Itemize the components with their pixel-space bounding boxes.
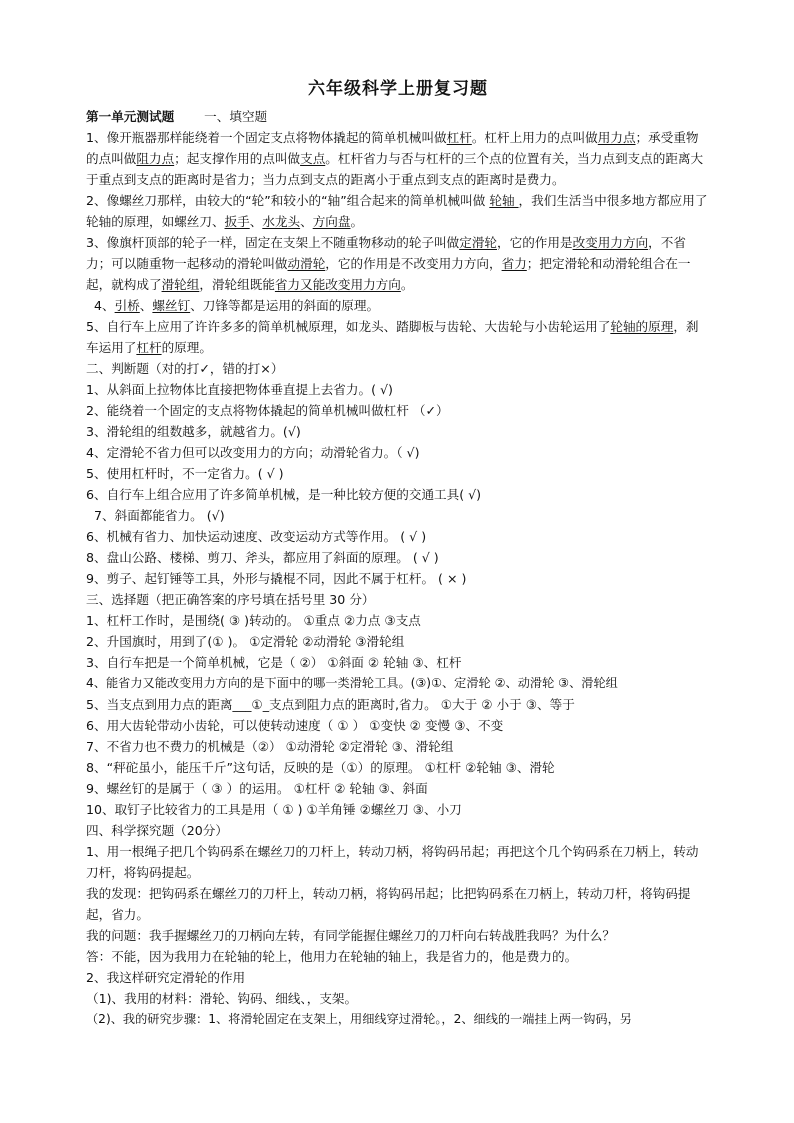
choice-item: 8、“秤砣虽小，能压千斤”这句话，反映的是（①）的原理。 ①杠杆 ②轮轴 ③、滑轮: [86, 760, 555, 775]
explore-paragraph: 答：不能，因为我用力在轮轴的轮上，他用力在轮轴的轴上，我是省力的，他是费力的。: [86, 949, 578, 964]
fill-question-2: 2、像螺丝刀那样，由较大的“轮”和较小的“轴”组合起来的简单机械叫做 轮轴 ，我们生活当中很多地方都应用了轮轴的原理，如螺丝刀、扳手、水龙头、方向盘。: [86, 193, 708, 229]
choice-item: 5、当支点到用力点的距离___①_支点到阻力点的距离时,省力。 ①大于 ② 小于 ③、等于: [86, 697, 575, 712]
explore-paragraph: （1)、我用的材料：滑轮、钩码、细线、，支架。: [86, 991, 358, 1006]
judge-item: 6、机械有省力、加快运动速度、改变运动方式等作用。 ( √ ): [86, 529, 427, 544]
explore-paragraph: 我的发现：把钩码系在螺丝刀的刀杆上，转动刀柄，将钩码吊起；比把钩码系在刀柄上，转动刀杆，将钩码提起，省力。: [86, 886, 691, 922]
answer-blank: 定滑轮: [459, 235, 498, 250]
explore-paragraph: 1、用一根绳子把几个钩码系在螺丝刀的刀杆上，转动刀柄，将钩码吊起；再把这个几个钩码系在刀柄上，转动刀杆，将钩码提起。: [86, 844, 699, 880]
section-judge-title: 二、判断题（对的打✓，错的打×）: [86, 361, 284, 376]
judge-item: 6、自行车上组合应用了许多简单机械，是一种比较方便的交通工具( √): [86, 487, 482, 502]
choice-item: 3、自行车把是一个简单机械，它是（ ②） ①斜面 ② 轮轴 ③、杠杆: [86, 655, 462, 670]
answer-blank: 动滑轮: [287, 256, 326, 271]
unit-header: [86, 106, 710, 127]
answer-blank: 滑轮组: [161, 277, 200, 292]
choice-item: 1、杠杆工作时，是围绕( ③ )转动的。 ①重点 ②力点 ③支点: [86, 613, 421, 628]
answer-blank: 螺丝钉: [152, 298, 191, 313]
answer-blank: 用力点: [597, 130, 636, 145]
judge-item: 3、滑轮组的组数越多，就越省力。(√): [86, 424, 301, 439]
choice-item: 4、能省力又能改变用力方向的是下面中的哪一类滑轮工具。(③)①、定滑轮 ②、动滑轮 ③、滑轮组: [86, 676, 618, 690]
judge-item: 5、使用杠杆时，不一定省力。( √ ): [86, 466, 284, 481]
answer-blank: 杠杆: [136, 340, 162, 355]
fill-question-3: 3、像旗杆顶部的轮子一样，固定在支架上不随重物移动的轮子叫做定滑轮，它的作用是改变用力方向，不省力；可以随重物一起移动的滑轮叫做动滑轮，它的作用是不改变用力方向，省力；把定滑轮和动滑轮组合在一起，就构成了滑轮组，滑轮组既能省力又能改变用力方向。: [86, 235, 691, 292]
section-explore-title: 四、科学探究题（20分）: [86, 823, 228, 838]
section-choice-title: 三、选择题（把正确答案的序号填在括号里 30 分）: [86, 592, 375, 607]
explore-paragraph: （2)、我的研究步骤：1、将滑轮固定在支架上，用细线穿过滑轮。，2、细线的一端挂上两一钩码，另: [86, 1012, 632, 1026]
answer-blank: 轮轴: [489, 193, 519, 208]
explore-paragraph: 2、我这样研究定滑轮的作用: [86, 970, 246, 985]
unit-title: 第一单元测试题: [86, 109, 175, 124]
fill-question-4: 4、引桥、螺丝钉、刀锋等都是运用的斜面的原理。: [94, 298, 380, 313]
choice-item: 6、用大齿轮带动小齿轮，可以使转动速度（ ① ） ①变快 ② 变慢 ③、不变: [86, 718, 504, 733]
judge-item: 9、剪子、起钉锤等工具，外形与撬棍不同，因此不属于杠杆。 ( × ): [86, 571, 467, 586]
explore-paragraph: 我的问题：我手握螺丝刀的刀柄向左转，有同学能握住螺丝刀的刀杆向右转战胜我吗？为什么？: [86, 928, 615, 943]
document-title: 六年级科学上册复习题: [308, 79, 488, 99]
choice-item: 2、升国旗时，用到了(① )。 ①定滑轮 ②动滑轮 ③滑轮组: [86, 634, 405, 649]
answer-blank: 水龙头: [262, 214, 301, 229]
judge-item: 2、能绕着一个固定的支点将物体撬起的简单机械叫做杠杆 （✓）: [86, 403, 449, 418]
answer-blank: 省力: [501, 256, 527, 271]
answer-blank: 扳手: [224, 214, 250, 229]
choice-item: 9、螺丝钉的是属于（ ③ ）的运用。 ①杠杆 ② 轮轴 ③、斜面: [86, 781, 428, 796]
answer-blank: 支点: [300, 151, 326, 166]
answer-blank: 省力又能改变用力方向: [274, 277, 401, 292]
judge-item: 4、定滑轮不省力但可以改变用力的方向；动滑轮省力。（ √): [86, 445, 420, 460]
fill-question-1: 1、像开瓶器那样能绕着一个固定支点将物体撬起的简单机械叫做杠杆。杠杆上用力的点叫做用力点；承受重物的点叫做阻力点；起支撑作用的点叫做支点。杠杆省力与否与杠杆的三个点的位置有关，当力点到支点的距离大于重点到支点的距离时是省力；当力点到支点的距离小于重点到支点的距离时是费力。: [86, 130, 704, 187]
answer-blank: 杠杆: [446, 130, 472, 145]
answer-blank: 改变用力方向: [572, 235, 649, 250]
choice-item: 7、不省力也不费力的机械是（②） ①动滑轮 ②定滑轮 ③、滑轮组: [86, 739, 454, 754]
choice-item: 10、取钉子比较省力的工具是用（ ① ) ①羊角锤 ②螺丝刀 ③、小刀: [86, 802, 462, 817]
fill-question-5: 5、自行车上应用了许许多多的简单机械原理，如龙头、踏脚板与齿轮、大齿轮与小齿轮运用了轮轴的原理，刹车运用了杠杆的原理。: [86, 319, 699, 355]
judge-item: 1、从斜面上拉物体比直接把物体垂直提上去省力。( √): [86, 382, 393, 397]
answer-blank: 方向盘: [312, 214, 351, 229]
answer-blank: 轮轴的原理: [610, 319, 674, 334]
judge-item: 8、盘山公路、楼梯、剪刀、斧头，都应用了斜面的原理。 ( √ ): [86, 550, 439, 565]
answer-blank: 引桥: [114, 298, 140, 313]
answer-blank: 阻力点: [136, 151, 175, 166]
section-fill-title: 一、填空题: [204, 109, 268, 124]
judge-item: 7、斜面都能省力。 (√): [94, 508, 225, 523]
